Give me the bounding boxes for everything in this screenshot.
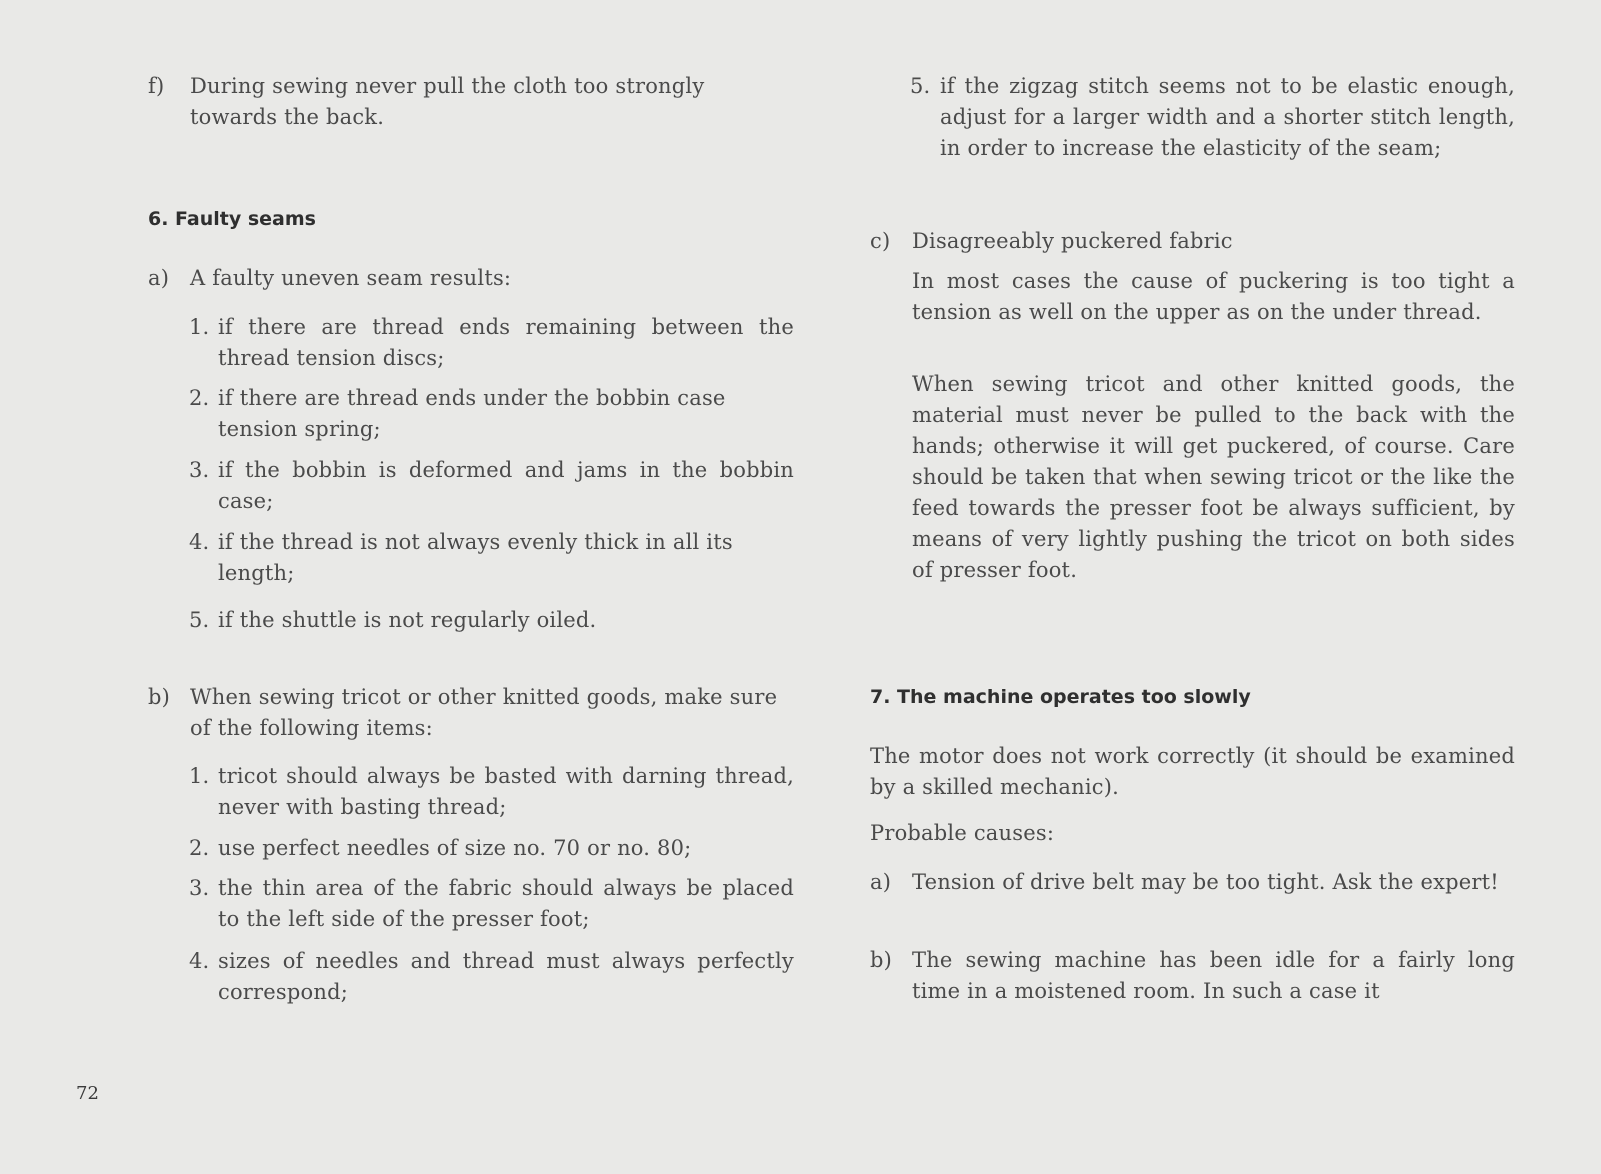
causes-label: Probable causes: — [870, 821, 1055, 845]
item-b-marker: b) — [148, 685, 171, 709]
cause-b-marker: b) — [870, 948, 893, 972]
item-c-marker: c) — [870, 229, 891, 253]
list-item-text: use perfect needles of size no. 70 or no. 80; — [218, 836, 692, 860]
list-item-text: if the thread is not always evenly thick in all its length; — [218, 530, 733, 585]
list-item-text: if the shuttle is not regularly oiled. — [218, 608, 597, 632]
list-item-text: tricot should always be basted with darning thread, never with basting thread; — [218, 764, 794, 819]
section-7-heading: 7. The machine operates too slowly — [870, 686, 1251, 708]
list-item-text: if there are thread ends under the bobbin case tension spring; — [218, 386, 726, 441]
list-item-number: 5. — [189, 608, 210, 632]
section-6-heading: 6. Faulty seams — [148, 208, 316, 230]
list-item-number: 3. — [189, 458, 210, 482]
paragraph: The motor does not work correctly (it should be examined by a skilled mechanic). — [870, 744, 1515, 799]
item-a-text: A faulty uneven seam results: — [190, 266, 512, 290]
cause-a-marker: a) — [870, 870, 892, 894]
paragraph: In most cases the cause of puckering is too tight a tension as well on the upper as on the under thread. — [912, 269, 1515, 324]
list-item-text: the thin area of the fabric should always be placed to the left side of the presser foot; — [218, 876, 794, 931]
paragraph: When sewing tricot and other knitted goods, the material must never be pulled to the back with the hands; otherwise it will get puckered, of course. Care should be taken that when sewing tricot or the like the feed towards the presser foot be always sufficient, by means of very lightly pushing the tricot on both sides of presser foot. — [912, 372, 1515, 582]
item-a-marker: a) — [148, 266, 170, 290]
list-item-text: sizes of needles and thread must always perfectly correspond; — [218, 949, 794, 1004]
list-item-number: 4. — [189, 530, 210, 554]
page-number: 72 — [76, 1083, 99, 1104]
item-f-text: During sewing never pull the cloth too strongly towards the back. — [190, 74, 705, 129]
list-item-number: 2. — [189, 386, 210, 410]
item-b-text: When sewing tricot or other knitted goods, make sure of the following items: — [190, 685, 778, 740]
list-item-number: 2. — [189, 836, 210, 860]
item-f-marker: f) — [148, 74, 165, 98]
list-item-text: if the zigzag stitch seems not to be elastic enough, adjust for a larger width and a shorter stitch length, in order to increase the elasticity of the seam; — [940, 74, 1515, 160]
cause-b-text: The sewing machine has been idle for a fairly long time in a moistened room. In such a case it — [912, 948, 1515, 1003]
list-item-text: if there are thread ends remaining between the thread tension discs; — [218, 315, 794, 370]
list-item-number: 3. — [189, 876, 210, 900]
list-item-text: if the bobbin is deformed and jams in the bobbin case; — [218, 458, 794, 513]
cause-a-text: Tension of drive belt may be too tight. Ask the expert! — [912, 870, 1499, 894]
list-item-number: 1. — [189, 764, 210, 788]
list-item-number: 4. — [189, 949, 210, 973]
list-item-number: 5. — [910, 74, 931, 98]
item-c-text: Disagreeably puckered fabric — [912, 229, 1233, 253]
list-item-number: 1. — [189, 315, 210, 339]
